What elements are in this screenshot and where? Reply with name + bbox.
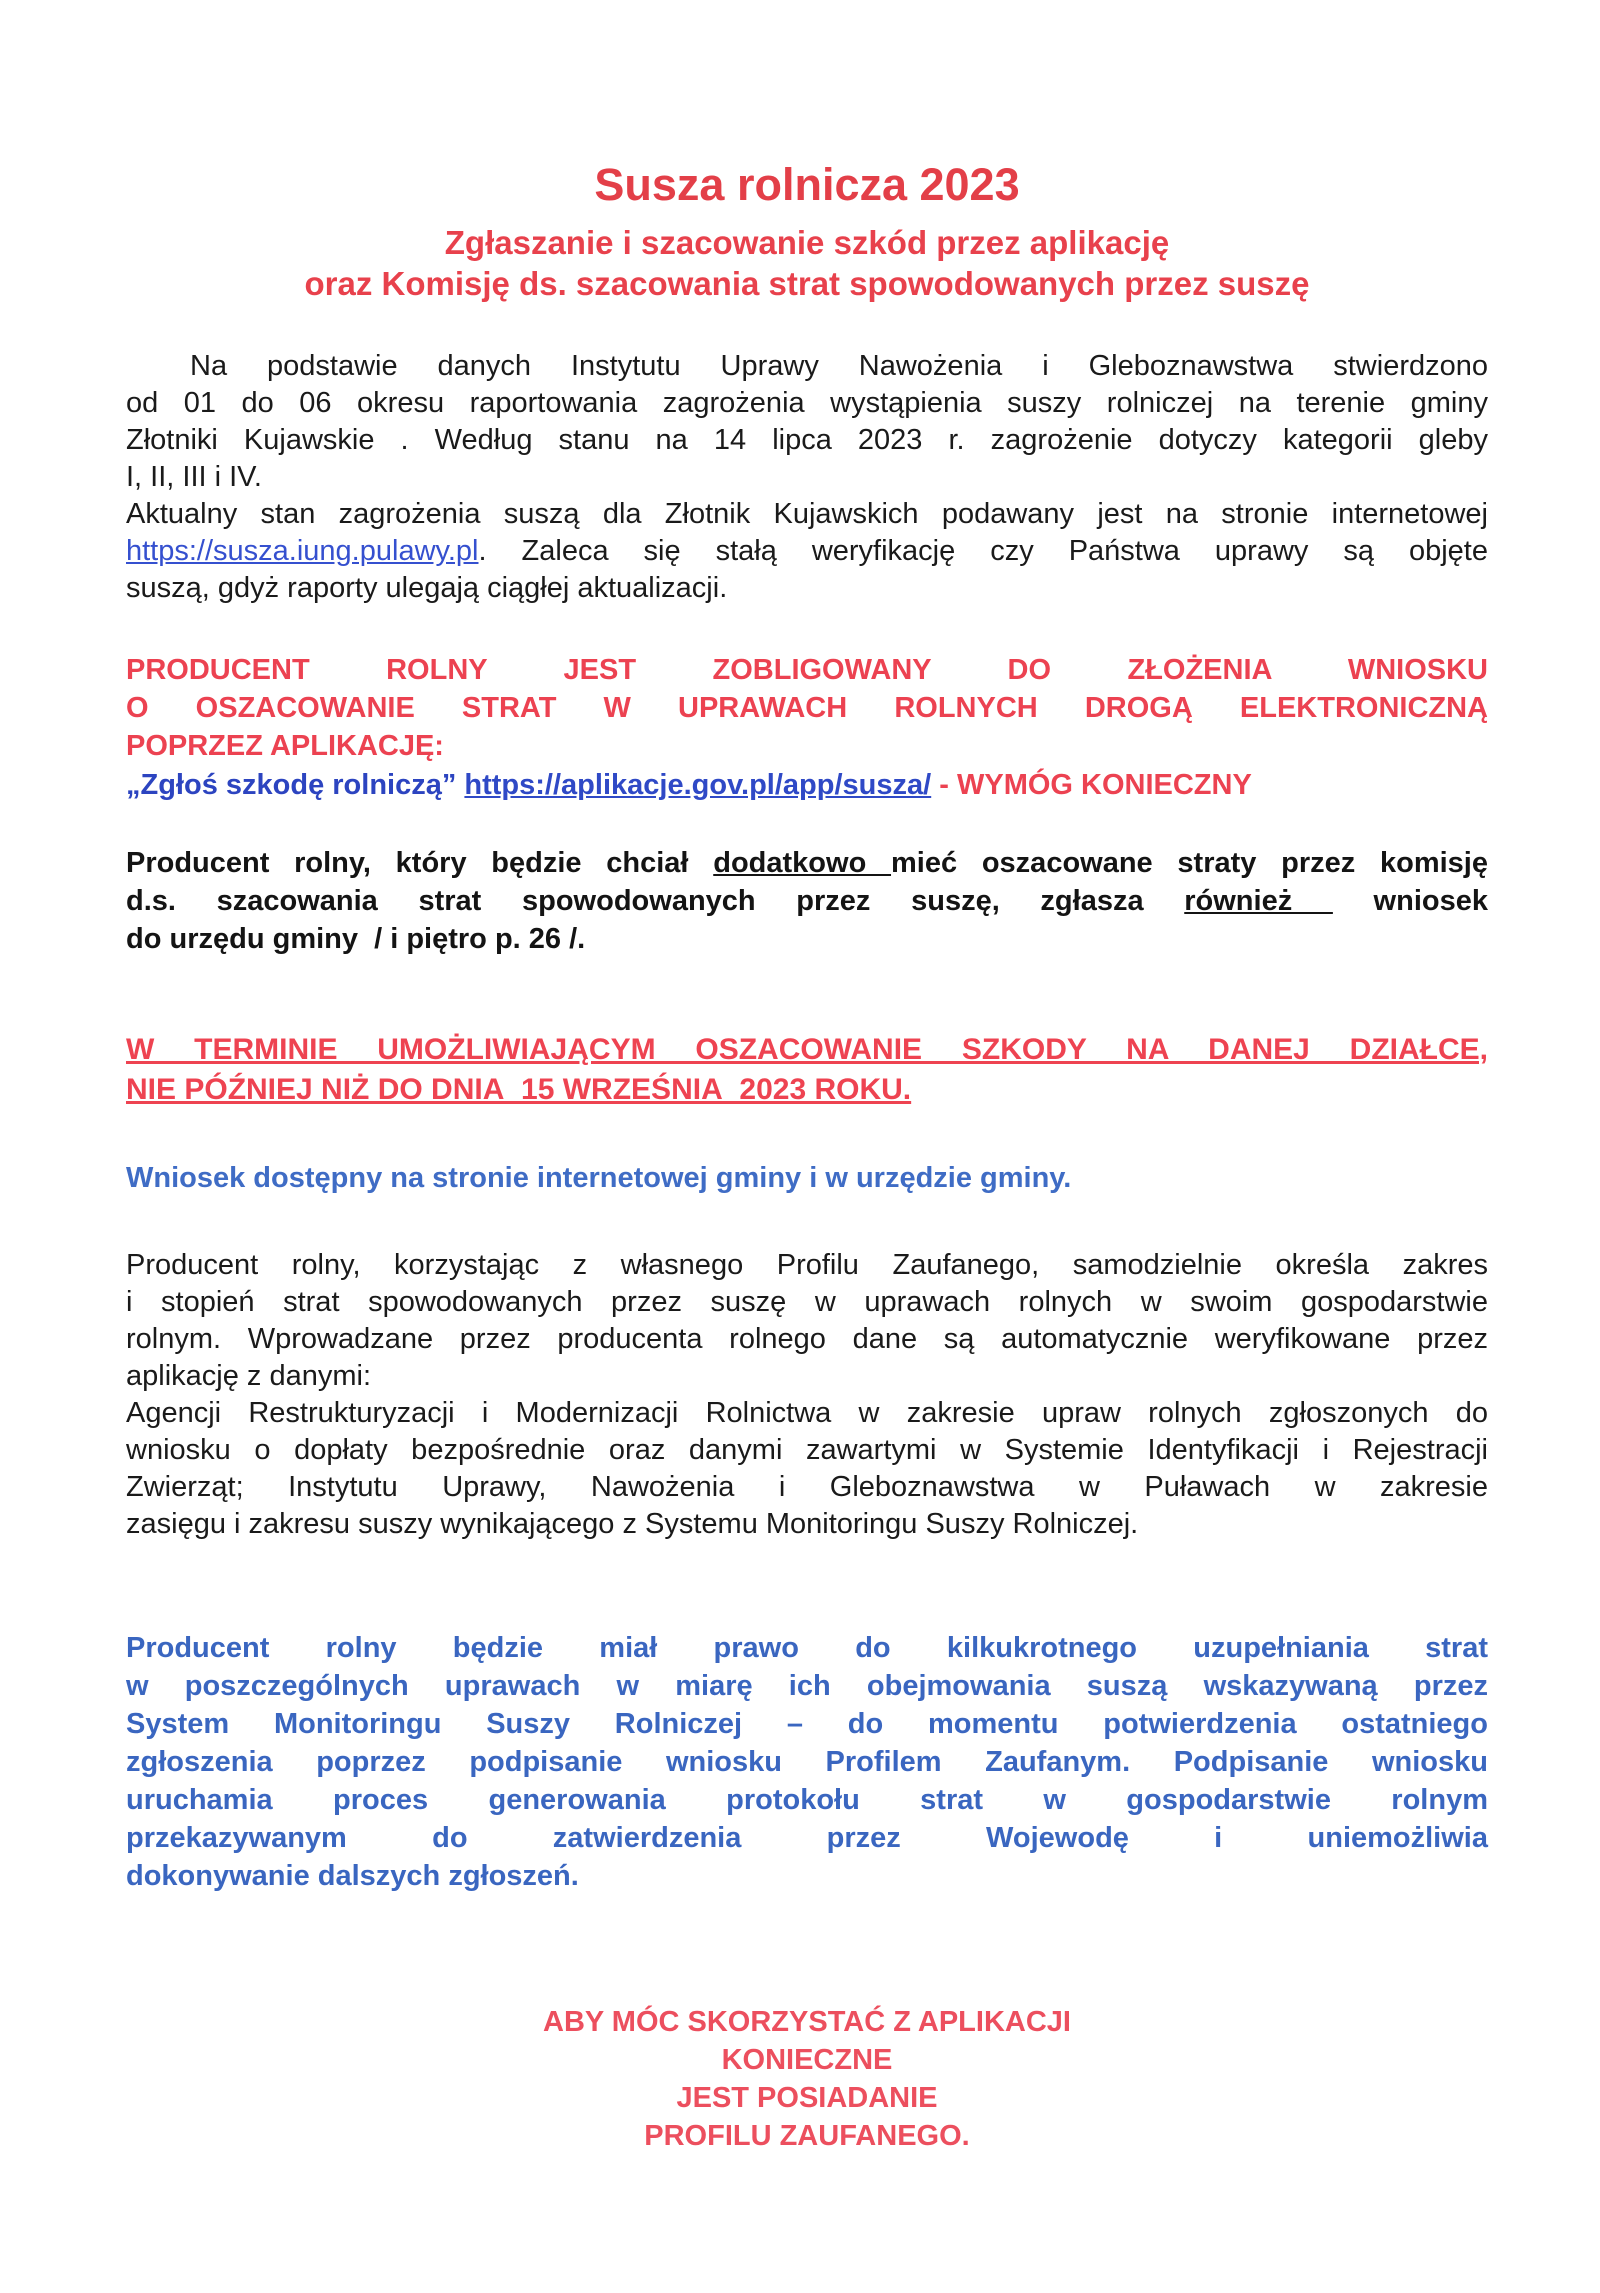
text-span: KONIECZNE (721, 2044, 893, 2076)
text-line (126, 1247, 1488, 1284)
text-line (126, 767, 1488, 804)
report-instruction-line (126, 767, 1488, 804)
availability-notice (126, 1160, 1488, 1197)
text-line (126, 1705, 1488, 1743)
text-span: w poszczególnych uprawach w miarę ich obejmowania suszą wskazywaną przez (126, 1670, 1488, 1702)
text-span: W TERMINIE UMOŻLIWIAJĄCYM OSZACOWANIE SZKODY NA DANEJ DZIAŁCE, (126, 1033, 1488, 1066)
verification-process-paragraph (126, 1247, 1488, 1543)
text-span: Zwierząt; Instytutu Uprawy, Nawożenia i Gleboznawstwa w Puławach w zakresie (126, 1471, 1488, 1503)
text-span: System Monitoringu Suszy Rolniczej – do momentu potwierdzenia ostatniego (126, 1708, 1488, 1740)
text-span: I, II, III i IV. (126, 461, 262, 493)
text-line (126, 844, 1488, 882)
trusted-profile-notice (126, 2003, 1488, 2155)
text-span: Na podstawie danych Instytutu Uprawy Nawożenia i Gleboznawstwa stwierdzono (190, 350, 1488, 382)
text-line (126, 1160, 1488, 1197)
text-line (126, 422, 1488, 459)
text-span: przekazywanym do zatwierdzenia przez Wojewodę i uniemożliwia (126, 1822, 1488, 1854)
text-line (126, 1506, 1488, 1543)
text-span: POPRZEZ APLIKACJĘ: (126, 730, 444, 762)
document-title: Susza rolnicza 2023 (594, 159, 1020, 210)
text-span: wniosek (1332, 885, 1488, 917)
text-span: aplikację z danymi: (126, 1360, 371, 1392)
text-span: - WYMÓG KONIECZNY (931, 769, 1252, 801)
text-span: PROFILU ZAUFANEGO. (644, 2120, 970, 2152)
text-line (126, 1321, 1488, 1358)
text-span: również (1184, 885, 1333, 917)
text-span: od 01 do 06 okresu raportowania zagrożenia wystąpienia suszy rolniczej na terenie gminy (126, 387, 1488, 419)
drought-status-paragraph (126, 496, 1488, 607)
text-span: rolnym. Wprowadzane przez producenta rolnego dane są automatycznie weryfikowane przez (126, 1323, 1488, 1355)
text-span: d.s. szacowania strat spowodowanych przez suszę, zgłasza (126, 885, 1185, 917)
text-line (126, 727, 1488, 765)
text-span: Producent rolny, korzystając z własnego Profilu Zaufanego, samodzielnie określa zakres (126, 1249, 1488, 1281)
text-line (126, 1030, 1488, 1070)
text-span: mieć oszacowane straty przez komisję (891, 847, 1488, 879)
text-line (126, 1070, 1488, 1110)
document-subtitle-line2: oraz Komisję ds. szacowania strat spowodowanych przez suszę (304, 265, 1310, 302)
text-span: dokonywanie dalszych zgłoszeń. (126, 1860, 579, 1892)
text-span: zasięgu i zakresu suszy wynikającego z Systemu Monitoringu Suszy Rolniczej. (126, 1508, 1139, 1540)
text-span: ABY MÓC SKORZYSTAĆ Z APLIKACJI (543, 2006, 1071, 2038)
text-line (126, 2117, 1488, 2155)
text-line (126, 1743, 1488, 1781)
text-span: Producent rolny będzie miał prawo do kilkukrotnego uzupełniania strat (126, 1632, 1488, 1664)
text-span: i stopień strat spowodowanych przez suszę w uprawach rolnych w swoim gospodarstwie (126, 1286, 1488, 1318)
text-span: zgłoszenia poprzez podpisanie wniosku Profilem Zaufanym. Podpisanie wniosku (126, 1746, 1488, 1778)
text-line (126, 1358, 1488, 1395)
text-line (126, 459, 1488, 496)
text-line (126, 1667, 1488, 1705)
text-line (126, 882, 1488, 920)
text-span: . Zaleca się stałą weryfikację czy Państwa uprawy są objęte (478, 535, 1488, 567)
text-span: do urzędu gminy / i piętro p. 26 /. (126, 923, 586, 955)
text-line (126, 533, 1488, 570)
committee-paragraph (126, 844, 1488, 958)
deadline-notice (126, 1030, 1488, 1110)
text-line (126, 1432, 1488, 1469)
text-line (126, 1781, 1488, 1819)
text-span: O OSZACOWANIE STRAT W UPRAWACH ROLNYCH DROGĄ ELEKTRONICZNĄ (126, 692, 1488, 724)
text-span: Aktualny stan zagrożenia suszą dla Złotnik Kujawskich podawany jest na stronie internetowej (126, 498, 1488, 530)
text-span: wniosku o dopłaty bezpośrednie oraz danymi zawartymi w Systemie Identyfikacji i Rejestracji (126, 1434, 1488, 1466)
text-line (126, 385, 1488, 422)
text-line (126, 651, 1488, 689)
susza-monitoring-link[interactable]: https://susza.iung.pulawy.pl (126, 535, 479, 567)
text-span: Złotniki Kujawskie . Według stanu na 14 lipca 2023 r. zagrożenie dotyczy kategorii gleby (126, 424, 1488, 456)
text-span: JEST POSIADANIE (676, 2082, 938, 2114)
text-span: suszą, gdyż raporty ulegają ciągłej aktualizacji. (126, 572, 728, 604)
text-span: „Zgłoś szkodę rolniczą” (126, 769, 465, 801)
text-line (126, 920, 1488, 958)
text-line (126, 1629, 1488, 1667)
text-line (126, 689, 1488, 727)
text-span: PRODUCENT ROLNY JEST ZOBLIGOWANY DO ZŁOŻENIA WNIOSKU (126, 654, 1488, 686)
application-link[interactable]: https://aplikacje.gov.pl/app/susza/ (464, 769, 932, 801)
text-line (126, 1857, 1488, 1895)
text-span: uruchamia proces generowania protokołu strat w gospodarstwie rolnym (126, 1784, 1488, 1816)
text-span: Agencji Restrukturyzacji i Modernizacji Rolnictwa w zakresie upraw rolnych zgłoszonych do (126, 1397, 1488, 1429)
text-line (126, 2079, 1488, 2117)
text-line (126, 2041, 1488, 2079)
document-subtitle-line1: Zgłaszanie i szacowanie szkód przez aplikację (444, 224, 1170, 261)
text-line (126, 1395, 1488, 1432)
text-span: Wniosek dostępny na stronie internetowej gminy i w urzędzie gminy. (126, 1162, 1072, 1194)
text-line (126, 2003, 1488, 2041)
supplement-rights-paragraph (126, 1629, 1488, 1895)
text-span: NIE PÓŹNIEJ NIŻ DO DNIA 15 WRZEŚNIA 2023 ROKU. (126, 1073, 912, 1106)
text-line (126, 570, 1488, 607)
text-line (126, 348, 1488, 385)
text-span: dodatkowo (713, 847, 892, 879)
intro-paragraph (126, 348, 1488, 496)
text-span: Producent rolny, który będzie chciał (126, 847, 714, 879)
text-line (126, 1284, 1488, 1321)
text-line (126, 1819, 1488, 1857)
obligation-notice (126, 651, 1488, 765)
text-line (126, 1469, 1488, 1506)
text-line (126, 496, 1488, 533)
